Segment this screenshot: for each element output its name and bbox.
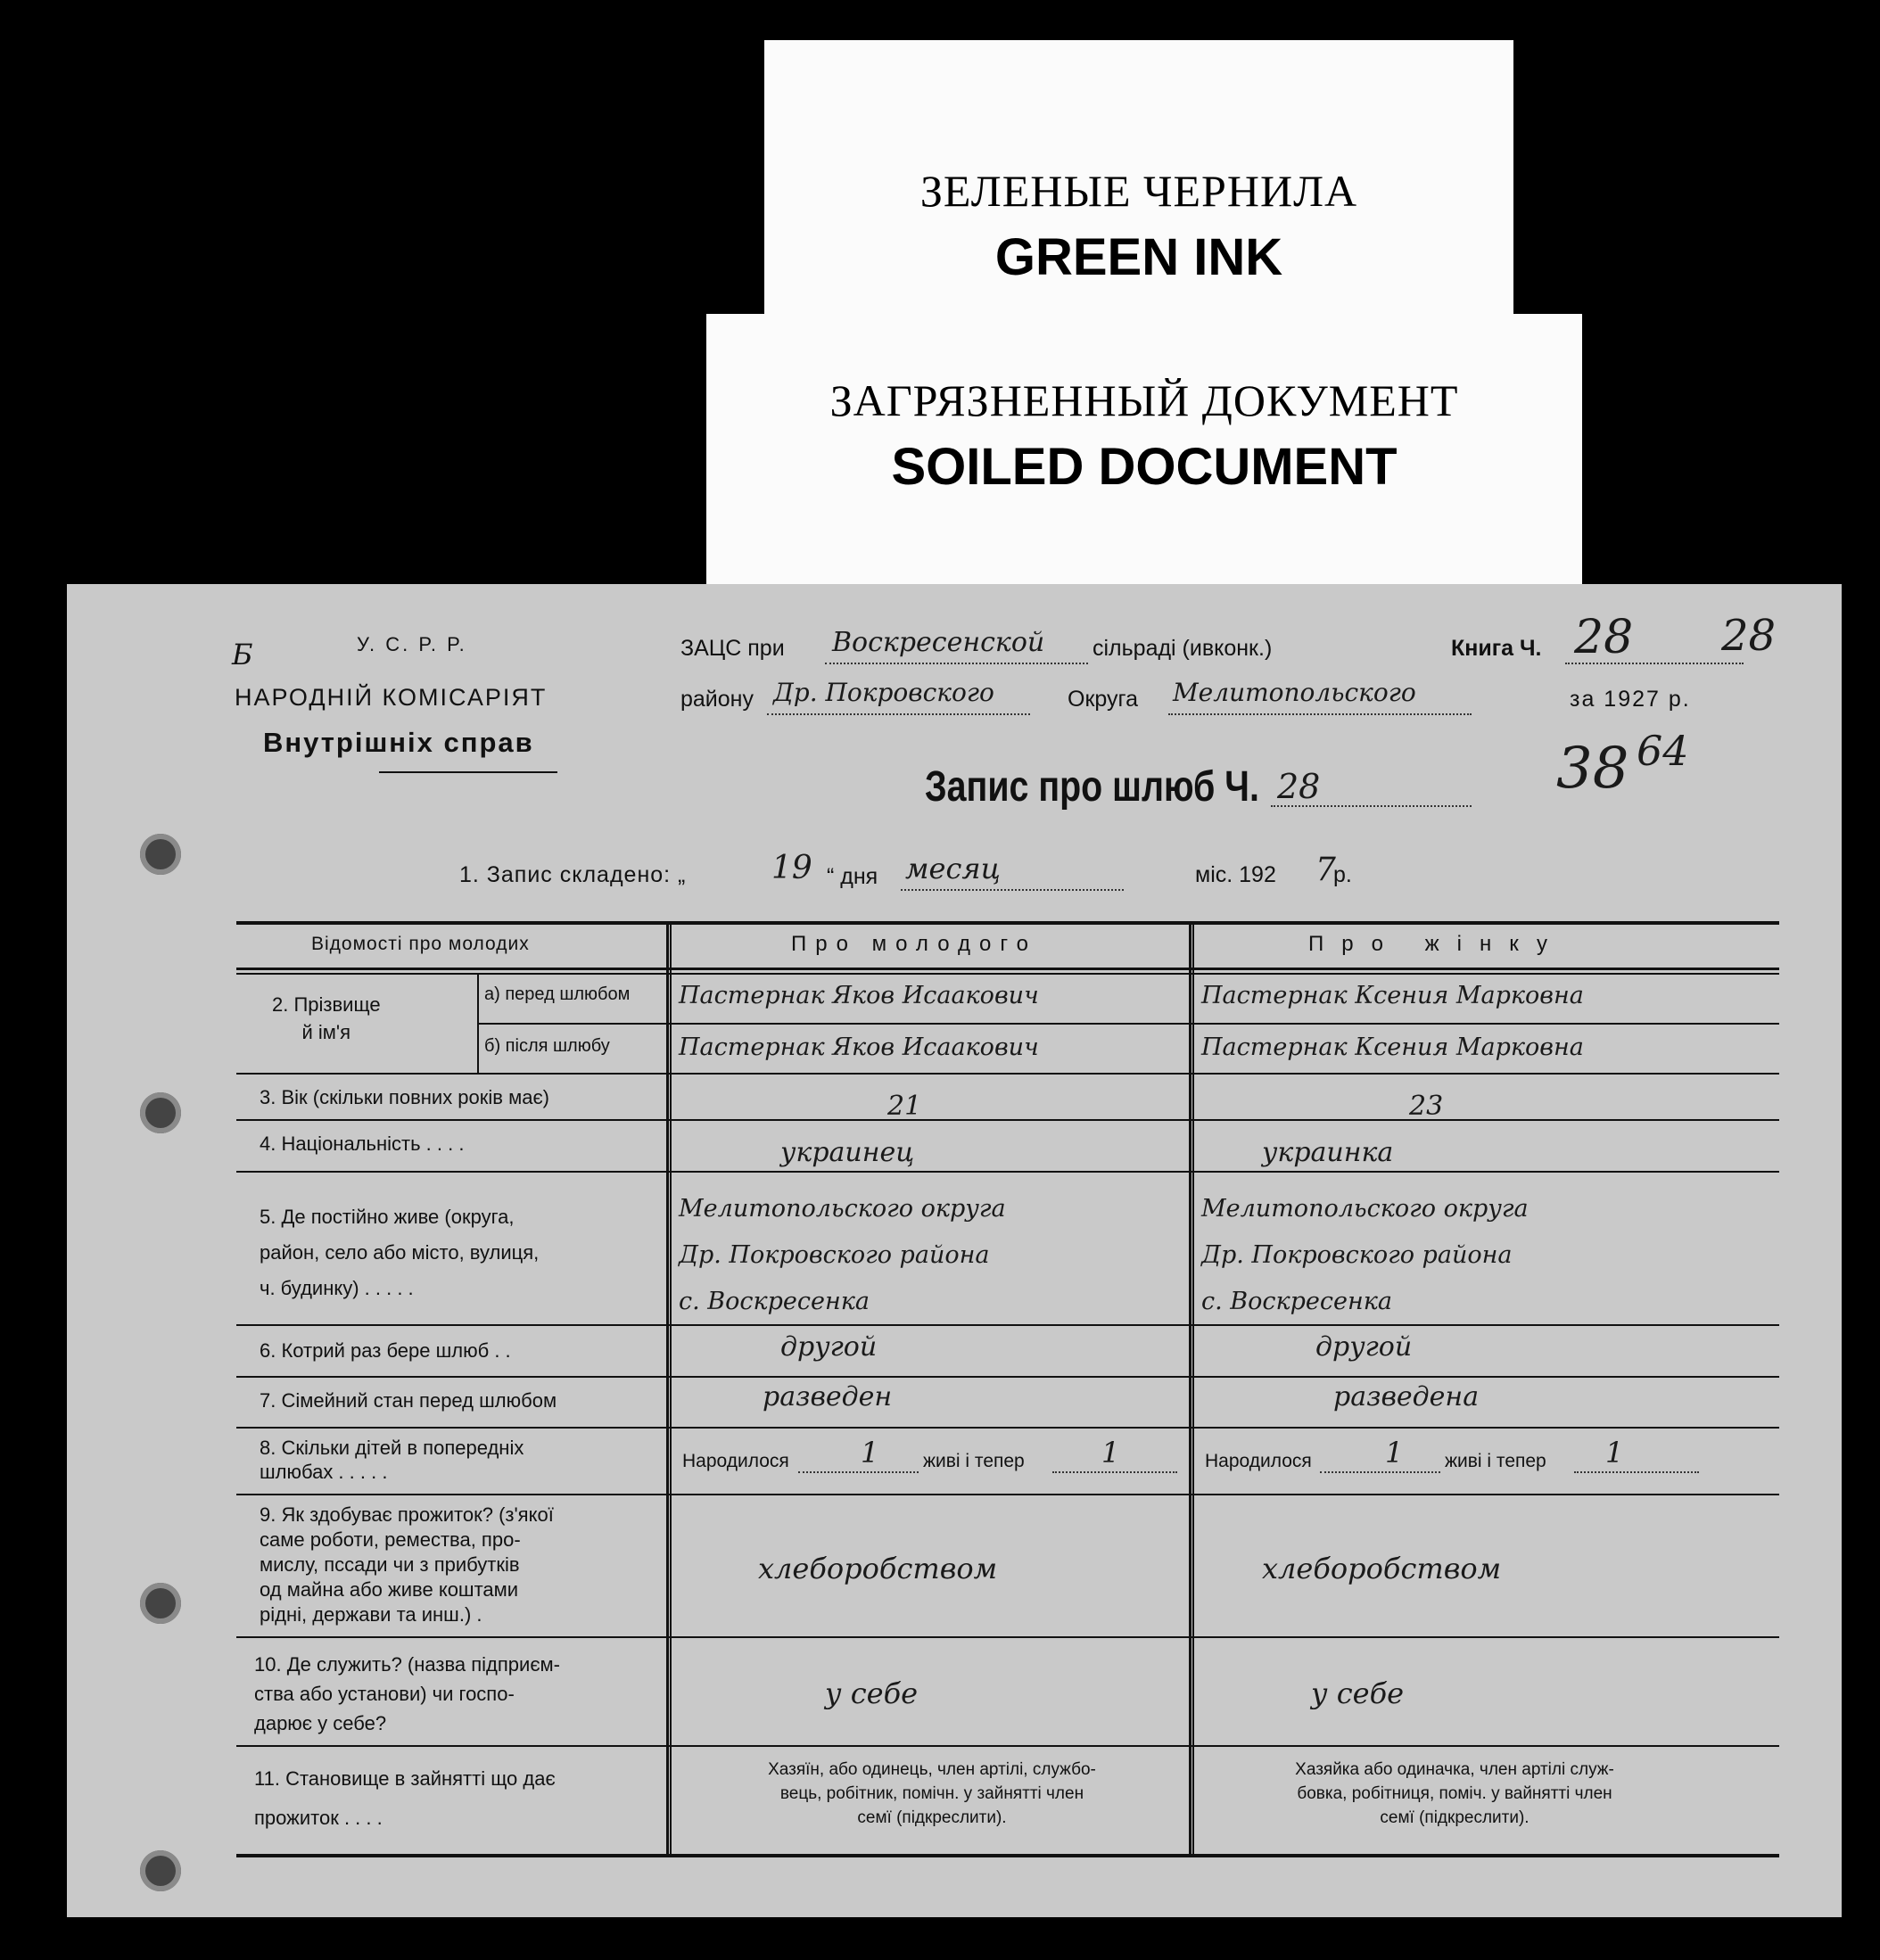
record-month: месяц (905, 852, 1001, 885)
groom-workplace: у себе (825, 1676, 919, 1710)
row-age-label: 3. Вік (скільки повних років має) (260, 1086, 550, 1108)
commissariat-label: НАРОДНІЙ КОМІСАРІЯТ (235, 684, 548, 711)
soiled-document-card (706, 314, 1582, 590)
groom-age: 21 (887, 1091, 922, 1122)
year-label: за 1927 р. (1570, 687, 1691, 712)
raion-value: Др. Покровского (773, 678, 994, 707)
row-marriage-count-label: 6. Котрий раз бере шлюб . . (260, 1339, 511, 1362)
row-occupation-label: 11. Становище в зайнятті що дає прожиток . . . . (254, 1767, 556, 1829)
groom-marital-status: разведен (763, 1381, 893, 1412)
punch-hole (140, 1092, 181, 1133)
bride-occupation-options: Хазяйка або одиначка, член артілі служ- бовка, робітниця, поміч. у вайнятті член семї (підкреслити). (1295, 1760, 1614, 1827)
book-margin-number: 28 (1721, 611, 1777, 661)
groom-alive-label: живі і тепер (923, 1451, 1025, 1471)
bride-alive-count: 1 (1605, 1436, 1624, 1470)
header-bride: Про жінку (1308, 932, 1566, 956)
green-ink-en-label: GREEN INK (994, 228, 1283, 286)
record-day: 19 (771, 850, 812, 886)
bride-residence: Мелитопольского округа Др. Покровского района с. Воскресенка (1201, 1195, 1529, 1315)
groom-marriage-count: другой (780, 1331, 878, 1363)
record-year-digit: 7 (1315, 852, 1336, 888)
row-name-label: 2. Прізвище й ім'я (272, 993, 381, 1043)
header-info: Відомості про молодих (311, 934, 530, 954)
bride-workplace: у себе (1311, 1676, 1405, 1710)
bride-name-after: Пастернак Ксения Марковна (1201, 1034, 1584, 1061)
soiled-ru-label: ЗАГРЯЗНЕННЫЙ ДОКУМЕНТ (829, 375, 1459, 425)
bride-name-before: Пастернак Ксения Марковна (1201, 982, 1584, 1009)
zags-prefix: ЗАЦС при (680, 636, 785, 661)
green-ink-card (764, 40, 1513, 324)
punch-hole (140, 834, 181, 875)
groom-born-count: 1 (861, 1436, 879, 1470)
bride-marital-status: разведена (1333, 1381, 1480, 1412)
row-nationality-label: 4. Національність . . . . (260, 1132, 465, 1155)
groom-nationality: украинец (780, 1137, 915, 1168)
bride-marriage-count: другой (1315, 1331, 1413, 1363)
okruga-value: Мелитопольского (1173, 678, 1416, 707)
groom-residence: Мелитопольского округа Др. Покровского района с. Воскресенка (679, 1195, 1006, 1315)
record-made-label: 1. Запис складено: „ (459, 862, 687, 887)
punch-hole (140, 1583, 181, 1624)
internal-underline (379, 771, 557, 773)
corner-mark: Б (232, 638, 253, 671)
groom-alive-count: 1 (1101, 1436, 1120, 1470)
row-livelihood-label: 9. Як здобуває прожиток? (з'якої саме роботи, ремества, про- мислу, пссади чи з прибутків од майна або живе коштами рідні, держави та инш.) . (260, 1503, 554, 1626)
bride-born-label: Народилося (1205, 1451, 1312, 1471)
soiled-en-label: SOILED DOCUMENT (891, 438, 1398, 496)
zags-value: Воскресенской (832, 627, 1045, 658)
groom-name-after: Пастернак Яков Исаакович (679, 1034, 1039, 1061)
record-number: 28 (1277, 767, 1321, 806)
bride-born-count: 1 (1385, 1436, 1404, 1470)
punch-hole (140, 1850, 181, 1891)
ussr-label: У. С. Р. Р. (357, 633, 467, 655)
book-number: 28 (1574, 611, 1634, 664)
row-workplace-label: 10. Де служить? (назва підприєм- ства або установи) чи госпо- дарює у себе? (254, 1653, 561, 1734)
header-groom: Про молодого (791, 932, 1037, 956)
row-name-sub-b: б) після шлюбу (484, 1036, 610, 1056)
archive-number-a: 38 (1556, 736, 1629, 802)
groom-livelihood: хлеборобством (758, 1552, 998, 1585)
row-children-label: 8. Скільки дітей в попередніх шлюбах . . . . . (260, 1437, 524, 1483)
row-name-sub-a: а) перед шлюбом (484, 984, 631, 1004)
bride-age: 23 (1409, 1091, 1444, 1122)
row-marital-status-label: 7. Сімейний стан перед шлюбом (260, 1389, 557, 1412)
archive-number-b: 64 (1637, 727, 1689, 775)
record-mis-label: міс. 192 (1195, 862, 1276, 887)
bride-livelihood: хлеборобством (1262, 1552, 1502, 1585)
internal-affairs-label: Внутрішніх справ (263, 727, 534, 758)
groom-name-before: Пастернак Яков Исаакович (679, 982, 1039, 1009)
green-ink-ru-label: ЗЕЛЕНЫЕ ЧЕРНИЛА (919, 166, 1358, 216)
groom-born-label: Народилося (682, 1451, 789, 1471)
record-day-word: “ дня (827, 864, 878, 889)
marriage-record-form (67, 584, 1842, 1917)
council-label: сільраді (ивконк.) (1093, 636, 1273, 661)
record-title: Запис про шлюб Ч. (925, 763, 1259, 811)
record-r-label: р. (1333, 862, 1352, 887)
okruga-prefix: Округа (1068, 687, 1138, 712)
raion-prefix: району (680, 687, 754, 712)
row-residence-label: 5. Де постійно живе (округа, район, село або місто, вулиця, ч. будинку) . . . . . (260, 1206, 540, 1299)
bride-nationality: украинка (1262, 1137, 1394, 1168)
book-label: Книга Ч. (1451, 636, 1542, 661)
groom-occupation-options: Хазяїн, або одинець, член артілі, службо- вець, робітник, помічн. у зайнятті член семї (підкреслити). (768, 1760, 1096, 1827)
bride-alive-label: живі і тепер (1445, 1451, 1546, 1471)
